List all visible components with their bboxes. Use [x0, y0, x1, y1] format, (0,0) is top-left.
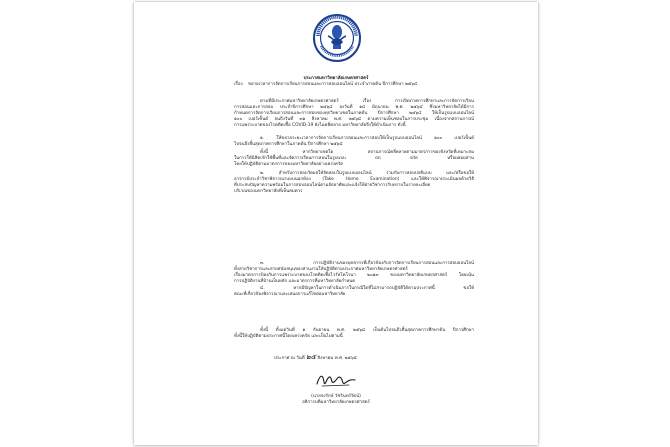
body-line: ๓. การปฏิบัติงานของบุคลากรที่เกี่ยวข้องกับการจัดการเรียนการสอนและการสอบออนไลน์: [260, 261, 474, 266]
body-line: ๑. ให้ขยายระยะเวลาการจัดการเรียนการสอนและการสอบให้เป็นรูปแบบออนไลน์ ๑๐๐ เปอร์เซ็นต์: [260, 136, 474, 141]
body-line: ๒. สำหรับการสอบวัดผลให้จัดสอบในรูปแบบออนไลน์ ร่วมกับการสอบปกติแบบ และ/หรือขอให้: [260, 171, 474, 176]
body-line: อาจารย์ประจำวิชาพิจารณาแบบนอกห้อง (Take Home Examination) และให้พิจารณาประเมินผลด้วยวิธี: [234, 177, 474, 182]
signer-name: (นายจงรักษ์ วัชรินทร์รัตน์): [311, 394, 361, 399]
body-line: การแพร่ระบาดของโรคติดเชื้อ COVID-19 ยังไม่คลี่คลาย มหาวิทยาลัยจึงให้ดำเนินการ ดังนี้: [234, 123, 406, 128]
body-line: บริเวณของมหาวิทยาลัยที่เห็นสมควร: [234, 189, 303, 194]
date-prefix: ประกาศ ณ วันที่: [274, 356, 305, 361]
subject-label: เรื่อง: [234, 82, 243, 87]
body-line: ๑๐๐ เปอร์เซ็นต์ จนถึงวันที่ ๓๑ สิงหาคม พ.ศ. ๒๕๖๔ ตามความเห็นชอบในการประชุม เนื่องจากสถานการณ์: [234, 117, 474, 122]
body-line: ตามที่มีประกาศมหาวิทยาลัยเกษตรศาสตร์ เรื่อง การเปิดภาคการศึกษาและการจัดการเรียน: [260, 99, 474, 104]
body-line: ไปจนถึงสิ้นสุดภาคการศึกษาในภาคต้น ปีการศึกษา ๒๕๖๔: [234, 142, 343, 147]
date-day: ๒๕: [306, 353, 316, 361]
body-line: ทั้งนี้ ตั้งแต่วันที่ ๑ กันยายน พ.ศ. ๒๕๖๔ เป็นต้นไปจนถึงสิ้นสุดภาคการศึกษาต้น ปีการศึกษา: [260, 328, 474, 333]
signature-image: [314, 370, 358, 390]
body-line: ในการให้นิสิตเข้าใช้พื้นที่และจัดการเรียนการสอนในรูปแบบ on site หรือผสมผสาน: [234, 156, 474, 161]
university-seal-icon: [313, 12, 361, 64]
body-line: ทั้งนี้ หากวิทยาเขตใด สถานการณ์คลี่คลายตามมาตรการของจังหวัดที่เหมาะสม: [260, 150, 474, 155]
body-line: กำหนดการจัดการเรียนการสอนและการสอบของทุกวิทยาเขตในภาคต้น ปีการศึกษา ๒๕๖๔ ให้เป็นรูปแบบออนไลน์: [234, 111, 474, 116]
announcement-date: [274, 354, 357, 362]
body-line: ๔. หากมีปัญหาในการดำเนินการในกรณีใดที่ไม่สามารถปฏิบัติได้ตามประกาศนี้ ขอให้: [260, 286, 474, 291]
signer-title: อธิการบดีมหาวิทยาลัยเกษตรศาสตร์: [302, 400, 370, 405]
document-page: [134, 2, 538, 445]
body-line: โดยให้ปฏิบัติตามมาตรการของมหาวิทยาลัยอย่างเคร่งครัด: [234, 162, 344, 167]
date-rest: สิงหาคม พ.ศ. ๒๕๖๔: [317, 356, 357, 361]
announcement-title: ประกาศมหาวิทยาลัยเกษตรศาสตร์: [303, 76, 369, 81]
body-line: คณะที่เกี่ยวข้องพิจารณาและเสนอการแก้ไขต่อมหาวิทยาลัย: [234, 292, 346, 297]
body-line: เรื่องมาตรการป้องกันการแพร่ระบาดของโรคติดเชื้อไวรัสโคโรนา ๒๐๑๙ ของมหาวิทยาลัยเกษตรศาสตร์ โดยเน้น: [234, 273, 474, 278]
body-line: การสอนและการสอบ ประจำปีการศึกษา ๒๕๖๔ ลงวันที่ ๑๔ มิถุนายน พ.ศ. ๒๕๖๔ ซึ่งมหาวิทยาลัยได้มีการ: [234, 105, 474, 110]
body-line: ทั้งสายวิชาการและสายสนับสนุนของส่วนงานให้ปฏิบัติตามประกาศมหาวิทยาลัยเกษตรศาสตร์: [234, 267, 408, 272]
body-line: ทั้งนี้ให้ปฏิบัติตามประกาศนี้โดยเคร่งครัด และเป็นไปตามนี้: [234, 334, 343, 339]
body-line: ที่ประสบปัญหาความพร้อมในการสอบออนไลน์ตามอัธยาศัยและแจ้งให้ฝ่ายวิชาการรับทราบในรายละเอียด: [234, 183, 431, 188]
subject-text: ขยายเวลาการจัดการเรียนการสอนและการสอบออนไลน์ ประจำภาคต้น ปีการศึกษา ๒๕๖๔: [248, 82, 418, 87]
body-line: การปฏิบัติงานที่บ้านเป็นหลัก และมาตรการที่มหาวิทยาลัยกำหนด: [234, 279, 356, 284]
